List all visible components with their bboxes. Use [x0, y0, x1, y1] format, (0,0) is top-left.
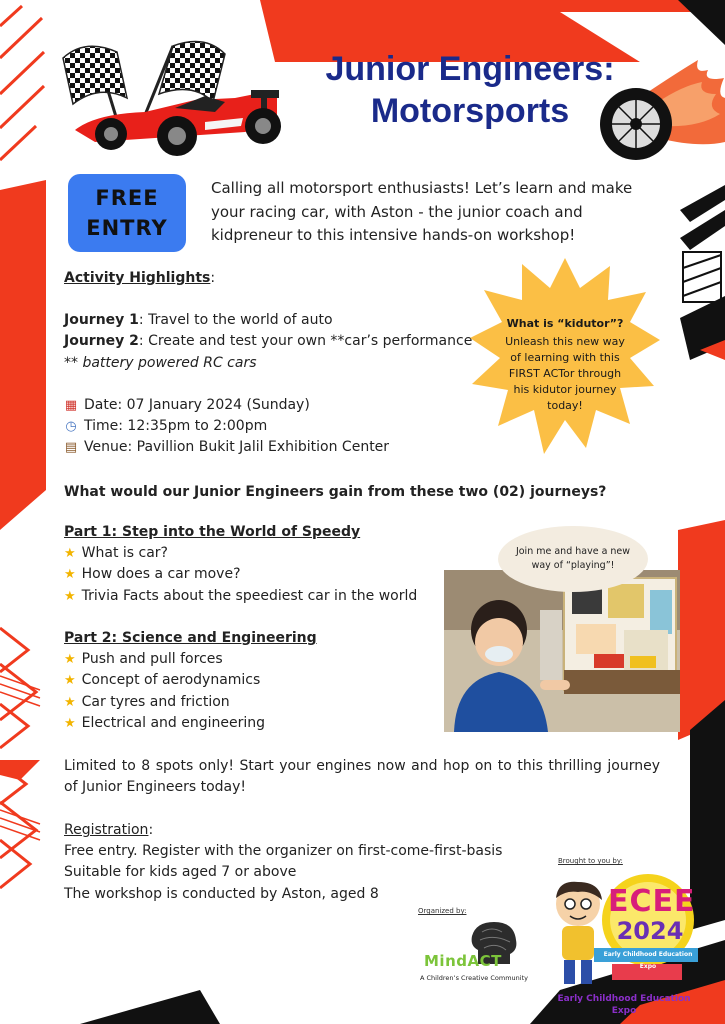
list-item: [64, 713, 444, 734]
ecee-name: ECEE: [608, 884, 696, 919]
brought-by-label: Brought to you by:: [558, 857, 623, 865]
part-2-item-4: Electrical and engineering: [81, 714, 266, 731]
event-venue-text: Venue: Pavillion Bukit Jalil Exhibition Center: [84, 439, 390, 456]
ecee-logo: [548, 872, 698, 1016]
list-item: [64, 586, 444, 607]
tire-icon: [600, 88, 672, 160]
part-2-heading: Part 2: Science and Engineering: [64, 630, 317, 646]
journey-footnote: ** battery powered RC cars: [64, 354, 257, 371]
part-1-section: [64, 522, 444, 607]
star-icon: ★: [64, 567, 76, 583]
activity-highlights-heading: [64, 268, 484, 289]
part-2-item-3: Car tyres and friction: [81, 693, 230, 710]
registration-section: [64, 820, 534, 905]
free-entry-line-2: ENTRY: [86, 216, 168, 240]
gain-question: What would our Junior Engineers gain from these two (02) journeys?: [64, 484, 607, 500]
list-item: [64, 543, 444, 564]
part-2-item-2: Concept of aerodynamics: [81, 672, 261, 689]
registration-line-2: Suitable for kids aged 7 or above: [64, 864, 297, 881]
left-red-arrow: [0, 760, 40, 780]
ecee-footer: Early Childhood Education Expo: [557, 994, 691, 1016]
flaming-tire-illustration: [598, 52, 725, 164]
left-chevrons: [0, 628, 36, 888]
event-time: [64, 416, 484, 437]
star-icon: ★: [64, 715, 76, 731]
part-1-item-1: What is car?: [81, 545, 168, 562]
event-venue: [64, 437, 484, 458]
speech-bubble-text: Join me and have a new way of “playing”!: [515, 546, 631, 571]
kidutor-callout: [500, 316, 630, 414]
workshop-photo: [444, 570, 680, 732]
free-entry-line-1: FREE: [95, 186, 159, 210]
kidutor-text: Unleash this new way of learning with this FIRST ACTor through his kidutor journey today!: [505, 335, 625, 412]
activity-highlights-heading-text: Activity Highlights: [64, 270, 211, 286]
clock-icon: ◷: [65, 419, 77, 435]
event-details: [64, 395, 484, 459]
kidutor-title: What is “kidutor”?: [506, 317, 624, 330]
journey-2-text: : Create and test your own **car’s performance: [138, 333, 473, 350]
journey-1: [64, 310, 484, 331]
star-icon: ★: [64, 652, 76, 668]
title-line-2: Motorsports: [370, 92, 570, 130]
top-left-dashes: [0, 6, 44, 160]
free-entry-badge: [68, 174, 186, 252]
ecee-year: 2024: [616, 917, 684, 945]
left-hatching: [0, 676, 40, 840]
bottom-left-black: [80, 990, 220, 1024]
event-time-text: Time: 12:35pm to 2:00pm: [84, 418, 268, 435]
mindact-logo: [419, 918, 528, 984]
mindact-name: MindACT: [424, 952, 502, 970]
registration-heading: [64, 820, 534, 841]
list-item: [64, 564, 444, 585]
event-date-text: Date: 07 January 2024 (Sunday): [84, 397, 310, 413]
part-1-item-2: How does a car move?: [81, 566, 241, 583]
title-line-1: Junior Engineers:: [325, 50, 615, 88]
building-icon: ▤: [64, 440, 78, 456]
limited-spots-text: Limited to 8 spots only! Start your engines now and hop on to this thrilling journey of Junior Engineers today!: [64, 758, 660, 796]
journey-2: [64, 331, 484, 352]
intro-paragraph: Calling all motorsport enthusiasts! Let’s learn and make your racing car, with Aston - the junior coach and kidpreneur to this intensive hands-on workshop!: [211, 179, 633, 244]
registration-heading-text: Registration: [64, 822, 149, 838]
part-1-item-3: Trivia Facts about the speediest car in the world: [81, 587, 418, 604]
star-icon: ★: [64, 546, 76, 562]
checkered-flag-left-icon: [63, 46, 127, 120]
ecee-ribbon: Early Childhood Education Expo: [603, 951, 693, 970]
registration-colon: :: [148, 822, 154, 838]
star-icon: ★: [64, 588, 76, 604]
activity-highlights-colon: :: [210, 270, 216, 286]
journey-2-label: Journey 2: [64, 333, 139, 350]
event-date: [64, 395, 484, 416]
activity-highlights-section: [64, 268, 484, 374]
organized-by-label: Organized by:: [418, 907, 467, 915]
list-item: [64, 692, 444, 713]
journey-1-text: : Travel to the world of auto: [138, 312, 333, 329]
left-red-band: [0, 180, 46, 530]
boy-with-project-picture: [444, 570, 680, 732]
list-item: [64, 649, 444, 670]
journey-1-label: Journey 1: [64, 312, 139, 329]
star-icon: ★: [64, 673, 76, 689]
registration-line-1: Free entry. Register with the organizer on first-come-first-basis: [64, 843, 503, 860]
star-icon: ★: [64, 694, 76, 710]
registration-line-3: The workshop is conducted by Aston, aged 8: [64, 885, 379, 902]
part-1-heading: Part 1: Step into the World of Speedy: [64, 524, 361, 540]
part-2-section: [64, 628, 444, 734]
list-item: [64, 670, 444, 691]
part-2-item-1: Push and pull forces: [81, 651, 223, 668]
mindact-tagline: A Children’s Creative Community: [419, 974, 528, 982]
calendar-icon: ▦: [64, 398, 78, 413]
right-accents: [680, 185, 725, 360]
